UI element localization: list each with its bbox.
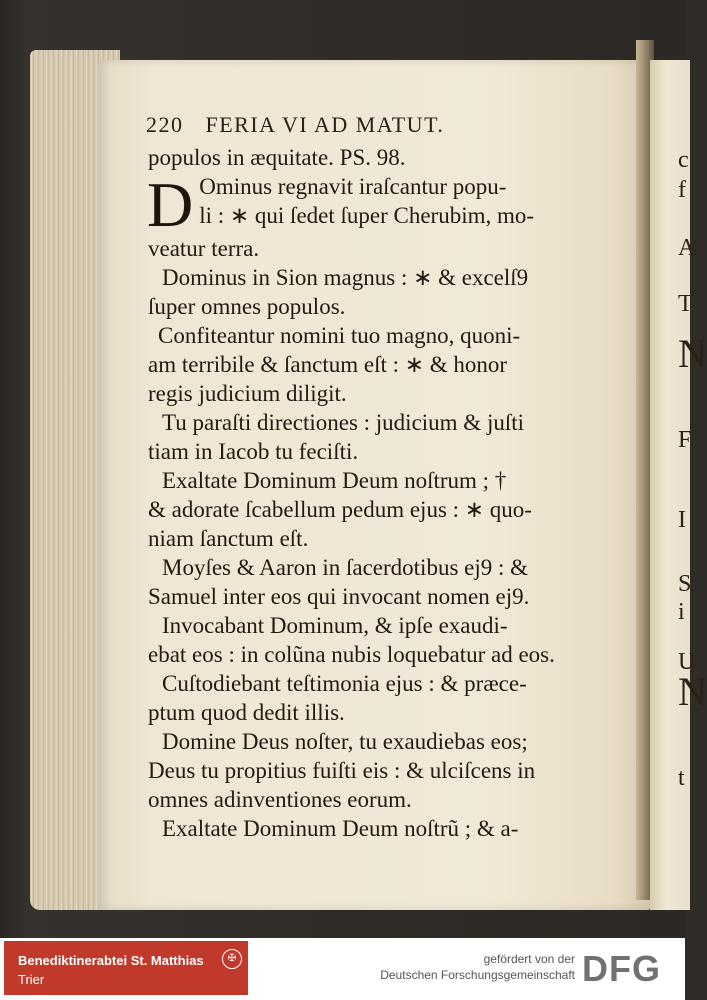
right-page: [650, 60, 707, 910]
text-line: Deus tu propitius fuiſti eis : & ulciſcens in: [148, 758, 536, 783]
drop-cap-paragraph: [147, 169, 616, 240]
page-number: 220: [146, 112, 184, 137]
text-line: ſuper omnes populos.: [148, 294, 346, 319]
text-line: ebat eos : in colũna nubis loquebatur ad eos.: [148, 642, 555, 667]
text-line: Cuſtodiebant teſtimonia ejus : & præce-: [162, 671, 527, 696]
institution-badge[interactable]: [4, 941, 248, 995]
text-line: ptum quod dedit illis.: [148, 700, 345, 725]
right-page-fragment: f: [678, 177, 686, 203]
right-page-fragment: t: [678, 765, 685, 791]
drop-cap: D: [147, 169, 194, 240]
right-page-fragment: I: [678, 507, 686, 533]
text-line: populos in æquitate. PS. 98.: [148, 145, 406, 170]
text-line: Invocabant Dominum, & ipſe exaudi-: [162, 613, 508, 638]
psalm-text: [148, 143, 616, 843]
text-line: li : ∗ qui ſedet ſuper Cherubim, mo-: [199, 203, 535, 228]
text-line: & adorate ſcabellum pedum ejus : ∗ quo-: [148, 497, 532, 522]
text-line: Moyſes & Aaron in ſacerdotibus ej9 : &: [162, 555, 529, 580]
text-line: veatur terra.: [148, 236, 260, 261]
abbey-seal-icon: ✠: [222, 949, 242, 969]
text-line: Ominus regnavit iraſcantur popu-: [199, 174, 507, 199]
institution-city: Trier: [18, 972, 45, 987]
funder-line-1: gefördert von der: [483, 952, 575, 966]
running-title: FERIA VI AD MATUT.: [205, 112, 445, 137]
funder-line-2: Deutschen Forschungsgemeinschaft: [380, 968, 575, 982]
text-line: regis judicium diligit.: [148, 381, 347, 406]
running-head: [146, 112, 616, 138]
text-line: Confiteantur nomini tuo magno, quoni-: [158, 323, 521, 348]
text-line: Exaltate Dominum Deum noſtrũ ; & a-: [162, 816, 519, 841]
right-page-fragment: T: [678, 291, 693, 317]
text-line: Samuel inter eos qui invocant nomen ej9.: [148, 584, 530, 609]
right-page-fragment: N: [678, 331, 707, 376]
right-page-fragment: F: [678, 427, 692, 453]
right-page-fragment: A: [678, 235, 696, 261]
text-line: Tu paraſti directiones : judicium & juſti: [162, 410, 525, 435]
text-line: tiam in Iacob tu feciſti.: [148, 439, 359, 464]
text-line: am terribile & ſanctum eſt : ∗ & honor: [148, 352, 508, 377]
text-line: Dominus in Sion magnus : ∗ & excelſ9: [162, 265, 529, 290]
right-page-fragment: i: [678, 599, 685, 625]
text-line: Exaltate Dominum Deum noſtrum ; †: [162, 468, 507, 493]
right-page-fragment: S: [678, 571, 692, 597]
funder-text: [380, 952, 575, 982]
text-line: niam ſanctum eſt.: [148, 526, 309, 551]
text-line: omnes adinventiones eorum.: [148, 787, 412, 812]
text-line: Domine Deus noſter, tu exaudiebas eos;: [162, 729, 528, 754]
right-page-fragment: c: [678, 147, 689, 173]
dfg-logo[interactable]: DFG: [582, 948, 661, 989]
right-page-fragment: N: [678, 669, 707, 714]
institution-name: Benediktinerabtei St. Matthias: [18, 953, 204, 968]
right-page-fragment: U: [678, 649, 696, 675]
